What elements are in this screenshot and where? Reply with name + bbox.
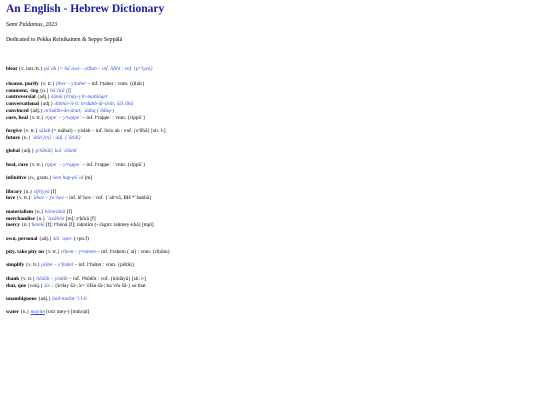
entry-detail: : {kᵉday šā-; kᵉ-ʾōfān šā-; baʿvûr šā-} so that: [52, 282, 146, 289]
entry-headword: conversational: [6, 101, 39, 108]
entry-hebrew: ṭiher – yᵉṭaher: [55, 80, 87, 87]
entry-row: [0, 296, 528, 303]
entry-hebrew: mayim: [30, 309, 45, 316]
entry-row: [0, 283, 528, 290]
entry-pos: {v. tr.}: [40, 80, 55, 87]
entry-hebrew: rippeʾ – yᵉrappeʾ: [44, 114, 82, 121]
entry-detail: – inf. lᵉfašṭet : vnm. {pišṭûṭ}: [74, 262, 135, 269]
entry-detail: – inf. lᵉrappeʾ : vnm. {rippûʾ}: [82, 114, 146, 121]
entry-row: [0, 236, 528, 243]
entry-pos: {v. tr.}: [29, 161, 44, 168]
entry-row: [0, 222, 528, 229]
entry-headword: unambiguous: [6, 296, 37, 303]
entry-row: [0, 249, 528, 256]
entry-hebrew: šā-: [44, 282, 51, 289]
entry-hebrew: sālaḥ: [38, 128, 51, 135]
entry-headword: bleat: [6, 66, 18, 72]
entry-row: [0, 309, 528, 316]
entry-row: [0, 108, 528, 115]
entry-pos: {adj.}: [40, 101, 54, 108]
entry-headword: mercy: [6, 222, 21, 229]
entry-pos: {n.}: [23, 188, 33, 195]
entry-hebrew: sifriyyā: [33, 188, 50, 195]
dedication-line: Dedicated to Pekka Reinikainen & Seppo Seppälä: [6, 37, 123, 43]
entry-row: [0, 81, 528, 88]
entry-pos: {n.}: [21, 134, 31, 141]
entry-pos: {conj.}: [27, 282, 43, 289]
entry-headword: future: [6, 134, 21, 141]
entry-detail: [m]: [84, 175, 93, 182]
entry-hebrew: šāl ʿaṣm-: [53, 235, 73, 242]
entry-headword: infinitive: [6, 175, 27, 182]
entry-headword: materialism: [6, 208, 34, 215]
entry-list: [0, 66, 528, 316]
entry-row: [0, 135, 528, 142]
entry-pos: {adj.}: [37, 296, 51, 303]
entry-hebrew: dibbûr-îi-ît; mᵉdubb-ār-ārāt; šāl šîhā: [54, 101, 134, 108]
entry-detail: [f]: [66, 208, 73, 215]
entry-detail: [m]; sᵉḥôrā [f]: [65, 215, 96, 222]
entry-pos: {adj.}: [38, 235, 52, 242]
entry-headword: merchandise: [6, 215, 35, 222]
entry-detail: – inf. lᵉṭaher : vnm. {ṭihûr}: [87, 80, 145, 87]
entry-headword: pity, take pity on: [6, 249, 44, 256]
entry-detail: – inf. lᵉhôdôt : vnf. {hôdāyā} [sb: l-]: [69, 275, 147, 282]
entry-headword: simplify: [6, 262, 25, 269]
entry-headword: global: [6, 148, 20, 155]
entry-headword: controversial: [6, 94, 36, 101]
entry-hebrew: ʾāhav – yoʾhav: [32, 195, 64, 202]
entry-row: [0, 209, 528, 216]
entry-hebrew: rippeʾ – yᵉrappeʾ: [44, 161, 82, 168]
entry-pos: {v. tr.}: [16, 195, 31, 202]
entry-hebrew: hōmrānût: [44, 208, 66, 215]
entry-pos: {v. tr.}: [25, 262, 40, 269]
entry-hebrew: hôdāh – yôdāh: [36, 275, 68, 282]
entry-headword: love: [6, 195, 16, 202]
entry-hebrew: riḥem – yᵉraḥem: [60, 249, 96, 256]
entry-hebrew: pišṭet – yᵉfašṭet: [41, 262, 74, 269]
entry-hebrew: hemlā: [31, 222, 45, 229]
author-line: Sami Paldanius, 2023: [6, 22, 58, 28]
entry-row: [0, 66, 528, 73]
page-title: An English - Hebrew Dictionary: [6, 3, 165, 15]
entry-row: [0, 276, 528, 283]
entry-headword: cleanse, purify: [6, 80, 39, 87]
entry-headword: water: [6, 309, 19, 316]
entry-row: [0, 94, 528, 101]
entry-hebrew: gᵉlôbālî; kol ʿôlāmî: [35, 148, 77, 155]
entry-headword: forgive: [6, 128, 22, 135]
entry-pos: {n.}: [34, 208, 44, 215]
entry-hebrew: ʿātîd [m] : adj. {ʿātîdî}: [31, 134, 81, 141]
entry-hebrew: ḥad-mašmᵉʿî-î-ît: [52, 296, 87, 303]
entry-headword: own, personal: [6, 235, 38, 242]
entry-detail: (+pn.f): [73, 235, 89, 242]
entry-pos: {n., gram.}: [27, 175, 52, 182]
dictionary-page: [6, 3, 534, 44]
entry-pos: {n.}: [39, 87, 49, 94]
entry-pos: {v. tr.}: [29, 114, 44, 121]
entry-detail: – inf. lĕʾhov : vnf. {ʾahᵉvā, BH *ʾhabbā}: [65, 195, 152, 202]
entry-detail: – inf. lᵉraḥem (ʿal) : vnm. {riḥûm}: [97, 249, 171, 256]
entry-hebrew: mᵉšukhn-ān-ānat; ʾādûq (ʾĕdûq-): [44, 107, 115, 114]
entry-hebrew: šem hap-pôʿal: [52, 175, 84, 182]
entry-pos: {adj.}: [36, 94, 50, 101]
entry-pos: {adj.}: [30, 107, 43, 114]
entry-headword: that, que: [6, 282, 27, 289]
entry-row: [0, 101, 528, 108]
entry-row: [0, 115, 528, 122]
entry-detail: [f]; tᵉhōnā [f]; raḥmîm (+2sgm: raḥmey-khā) [mpl]: [46, 222, 154, 229]
entry-pos: {v. tr.}: [20, 275, 35, 282]
entry-headword: cure, heal: [6, 114, 28, 121]
entry-pos: {n.}: [36, 215, 46, 222]
entry-pos: {n.}: [20, 309, 30, 316]
entry-detail: (cstr mey-) [mdu/pl]: [46, 309, 90, 316]
entry-detail: (= māhal) – yislah – inf. lislo aḥ : vnf. {sᵉlîhā} [sb: l-]: [51, 128, 166, 135]
entry-hebrew: pāʿāh (= hāʿaw) – yiftah – inf. liftôt : vnf. {pᵉʿîyyā}: [44, 66, 153, 72]
entry-headword: thank: [6, 275, 20, 282]
entry-headword: convinced: [6, 107, 29, 114]
entry-detail: – inf. lᵉrappeʾ : vnm. {rippûʾ}: [82, 161, 146, 168]
entry-hebrew: šānûi (šᵉnûy-) bᵉ-mahlôqet: [51, 94, 108, 101]
entry-headword: library: [6, 188, 22, 195]
entry-row: [0, 148, 528, 155]
entry-row: [0, 162, 528, 169]
entry-pos: {adj.}: [21, 148, 35, 155]
entry-pos: {n.}: [21, 222, 31, 229]
entry-pos: {v. tr.}: [45, 249, 60, 256]
entry-row: [0, 175, 528, 182]
entry-detail: [f]: [50, 188, 57, 195]
entry-headword: comment, -ing: [6, 87, 39, 94]
entry-row: [0, 262, 528, 269]
entry-headword: heal, cure: [6, 161, 28, 168]
entry-hebrew: ʿizzābôn: [46, 215, 65, 222]
entry-pos: {v. intr./tr.}: [18, 66, 43, 72]
entry-pos: {v. tr.}: [23, 128, 38, 135]
entry-row: [0, 128, 528, 135]
entry-hebrew: hāʿārā [f]: [50, 87, 72, 94]
entry-row: [0, 195, 528, 202]
